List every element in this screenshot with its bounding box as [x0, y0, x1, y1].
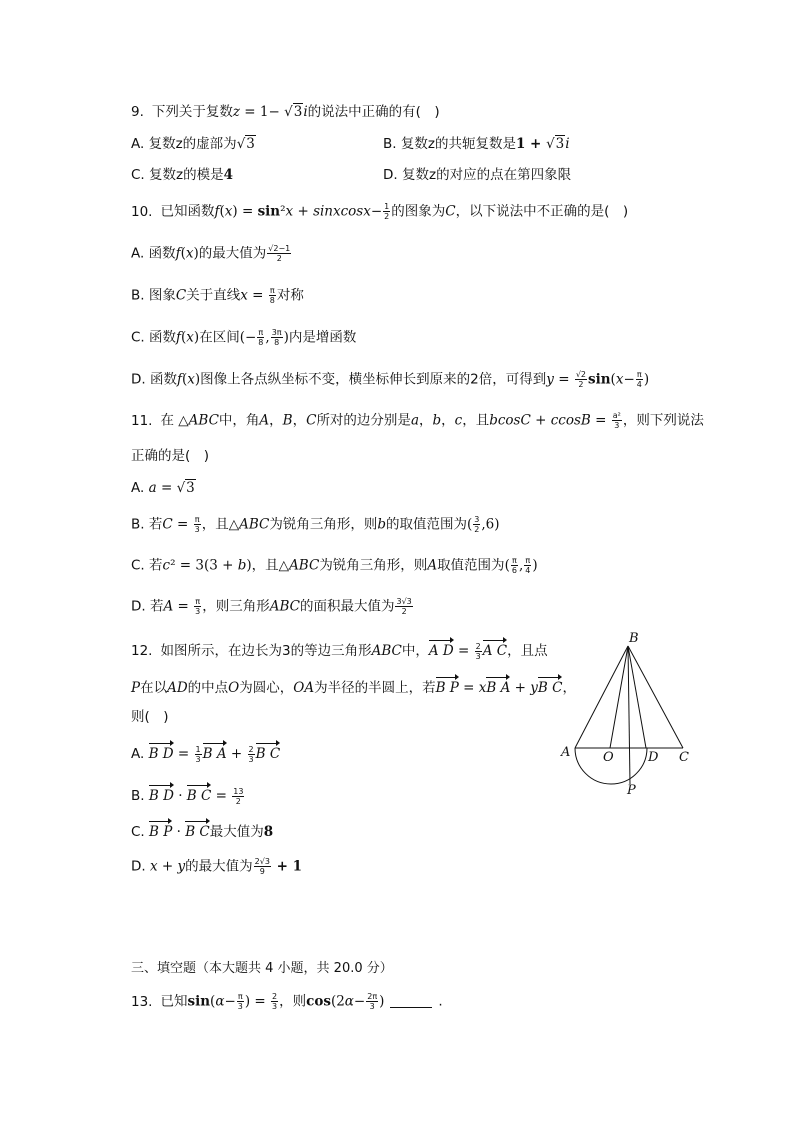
q13-stem: 13. 已知sin(α− $\frac{\pi}{3}$ ) = $\frac{2}{3}$ ，则cos(2α− $\frac{2\pi}{3}$ ) .: [131, 992, 443, 1011]
q11-option-d: D. 若A = $\frac{\pi}{3}$ ，则三角形ABC的面积最大值为 $\frac{3√3}{2}$: [131, 597, 412, 616]
label-o: O: [603, 750, 614, 765]
label-a: A: [561, 745, 571, 760]
q9-option-a: A. 复数z的虚部为√3: [131, 136, 255, 152]
q12-figure: [558, 630, 708, 795]
q10-option-c: C. 函数f(x)在区间(− $\frac{\pi}{8}$ , $\frac{3\pi}{8}$ )内是增函数: [131, 328, 357, 347]
side-ba: [575, 646, 628, 748]
q12-stem-line2: P在以AD的中点O为圆心，OA为半径的半圆上，若B P = xB A + yB C，: [131, 677, 576, 697]
q12-stem: 12. 如图所示，在边长为3的等边三角形ABC中，A D = $\frac{2}{3}$ A C，且点: [131, 641, 548, 661]
q11-option-c: C. 若c² = 3(3 + b)，且△ABC为锐角三角形，则A取值范围为( $\frac{\pi}{6}$ , $\frac{\pi}{4}$ ): [131, 556, 538, 575]
segment-bo: [610, 646, 628, 748]
answer-blank[interactable]: [390, 1007, 432, 1008]
q12-stem-line3: 则( ): [131, 709, 169, 725]
q9-option-c: C. 复数z的模是4: [131, 167, 234, 183]
q11-stem: 11. 在 △ABC中，角A，B，C所对的边分别是a，b，c，且bcosC + ccosB = $\frac{\text{a²}}{3}$ ，则下列说法: [131, 411, 704, 430]
q11-option-b: B. 若C = $\frac{\pi}{3}$ ，且△ABC为锐角三角形，则b的取值范围为( $\frac{3}{2}$ ,6): [131, 515, 500, 534]
segment-bp: [628, 646, 630, 784]
q11-stem-cont: 正确的是( ): [131, 448, 210, 464]
q9-option-d: D. 复数z的对应的点在第四象限: [383, 167, 572, 183]
q12-option-d: D. x + y的最大值为 $\frac{2√3}{9}$ + 1: [131, 857, 303, 876]
label-d: D: [648, 750, 659, 765]
q12-option-c: C. B P · B C最大值为8: [131, 821, 273, 841]
segment-bd: [628, 646, 646, 748]
section-title: 三、填空题（本大题共 4 小题，共 20.0 分）: [131, 961, 393, 976]
q11-option-a: A. a = √3: [131, 480, 195, 496]
q10-stem: 10. 已知函数f(x) = sin²x + sinxcosx− $\frac{1}{2}$ 的图象为C，以下说法中不正确的是( ): [131, 202, 629, 221]
q10-option-b: B. 图象C关于直线x = $\frac{\pi}{8}$ 对称: [131, 286, 304, 305]
label-p: P: [627, 783, 636, 795]
q9-option-b: B. 复数z的共轭复数是1 + √3i: [383, 136, 570, 152]
q10-option-a: A. 函数f(x)的最大值为 $\frac{√2-1}{2}$: [131, 244, 291, 263]
q12-option-b: B. B D · B C = $\frac{13}{2}$: [131, 786, 244, 806]
side-bc: [628, 646, 683, 748]
q9-stem: 9. 下列关于复数z = 1− √3i的说法中正确的有( ): [131, 104, 440, 120]
label-b: B: [629, 631, 639, 646]
q10-option-d: D. 函数f(x)图像上各点纵坐标不变，横坐标伸长到原来的2倍，可得到y = $\frac{√2}{2}$ sin(x− $\frac{\pi}{4}$ ): [131, 370, 650, 389]
q12-option-a: A. B D = $\frac{1}{3}$ B A + $\frac{2}{3}$ B C: [131, 744, 281, 764]
label-c: C: [679, 750, 689, 765]
